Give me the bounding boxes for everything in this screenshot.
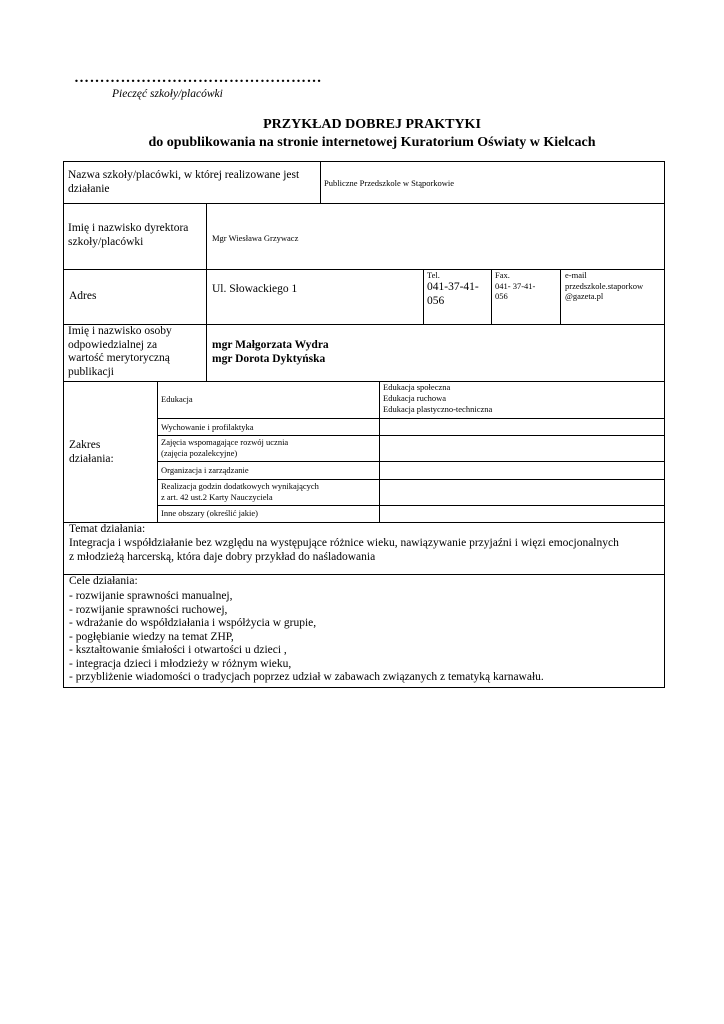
goal-item: - wdrażanie do współdziałania i współżycia w grupie, <box>69 617 317 629</box>
stamp-dotted-line: ………………………………………… <box>74 70 322 86</box>
cell-scope-support-value <box>379 435 665 462</box>
scope-organization: Organizacja i zarządzanie <box>161 465 249 475</box>
document-title: PRZYKŁAD DOBREJ PRAKTYKI <box>263 117 481 132</box>
cell-scope-upbringing-value <box>379 418 665 436</box>
goals-list <box>69 590 544 685</box>
scope-upbringing: Wychowanie i profilaktyka <box>161 422 254 432</box>
scope-label: Zakres działania: <box>69 439 114 465</box>
cell-scope-other-value <box>379 505 665 523</box>
tel-label: Tel. <box>427 270 440 280</box>
cell-address-value <box>206 269 424 325</box>
fax-value: 041- 37-41- 056 <box>495 281 536 301</box>
scope-other: Inne obszary (określić jakie) <box>161 508 258 518</box>
scope-education-values: Edukacja społeczna Edukacja ruchowa Edukacja plastyczno-techniczna <box>383 382 493 414</box>
goal-item: - rozwijanie sprawności ruchowej, <box>69 603 228 616</box>
goal-item: - integracja dzieci i młodzieży w różnym wieku, <box>69 657 292 670</box>
goals-label: Cele działania: <box>69 575 138 587</box>
school-value: Publiczne Przedszkole w Stąporkowie <box>324 178 455 188</box>
tel-value: 041-37-41- 056 <box>427 281 479 307</box>
director-value: Mgr Wiesława Grzywacz <box>212 233 299 243</box>
topic-label: Temat działania: <box>69 523 146 535</box>
email-value: przedszkole.staporkow @gazeta.pl <box>565 281 644 301</box>
school-label: Nazwa szkoły/placówki, w której realizowane jest działanie <box>68 169 300 195</box>
goal-item: - kształtowanie śmiałości i otwartości u dzieci , <box>69 644 287 656</box>
goal-item: - pogłębianie wiedzy na temat ZHP, <box>69 630 234 643</box>
document-subtitle: do opublikowania na stronie internetowej Kuratorium Oświaty w Kielcach <box>148 135 596 150</box>
email-label: e-mail <box>565 270 587 280</box>
responsible-value: mgr Małgorzata Wydra mgr Dorota Dyktyńska <box>212 339 329 365</box>
address-value: Ul. Słowackiego 1 <box>212 283 298 295</box>
responsible-label: Imię i nazwisko osoby odpowiedzialnej za wartość merytoryczną publikacji <box>68 325 172 378</box>
address-label: Adres <box>69 290 97 302</box>
stamp-label: Pieczęć szkoły/placówki <box>112 88 223 100</box>
scope-support: Zajęcia wspomagające rozwój ucznia (zajęcia pozalekcyjne) <box>161 437 289 458</box>
director-label: Imię i nazwisko dyrektora szkoły/placówki <box>68 222 189 248</box>
topic-text: Integracja i współdziałanie bez względu na występujące różnice wieku, nawiązywanie przyjaźni i więzi emocjonalnych z młodzieżą harcerską, która daje dobry przykład do naśladowania <box>69 537 619 563</box>
cell-scope-organization-value <box>379 461 665 480</box>
fax-label: Fax. <box>495 270 510 280</box>
goal-item: - przybliżenie wiadomości o tradycjach poprzez udział w zabawach związanych z tematyką karnawału. <box>69 671 544 683</box>
cell-scope-extra-hours-value <box>379 479 665 506</box>
goal-item: - rozwijanie sprawności manualnej, <box>69 590 233 602</box>
scope-extra-hours: Realizacja godzin dodatkowych wynikających z art. 42 ust.2 Karty Nauczyciela <box>161 481 319 502</box>
scope-education: Edukacja <box>161 394 193 404</box>
